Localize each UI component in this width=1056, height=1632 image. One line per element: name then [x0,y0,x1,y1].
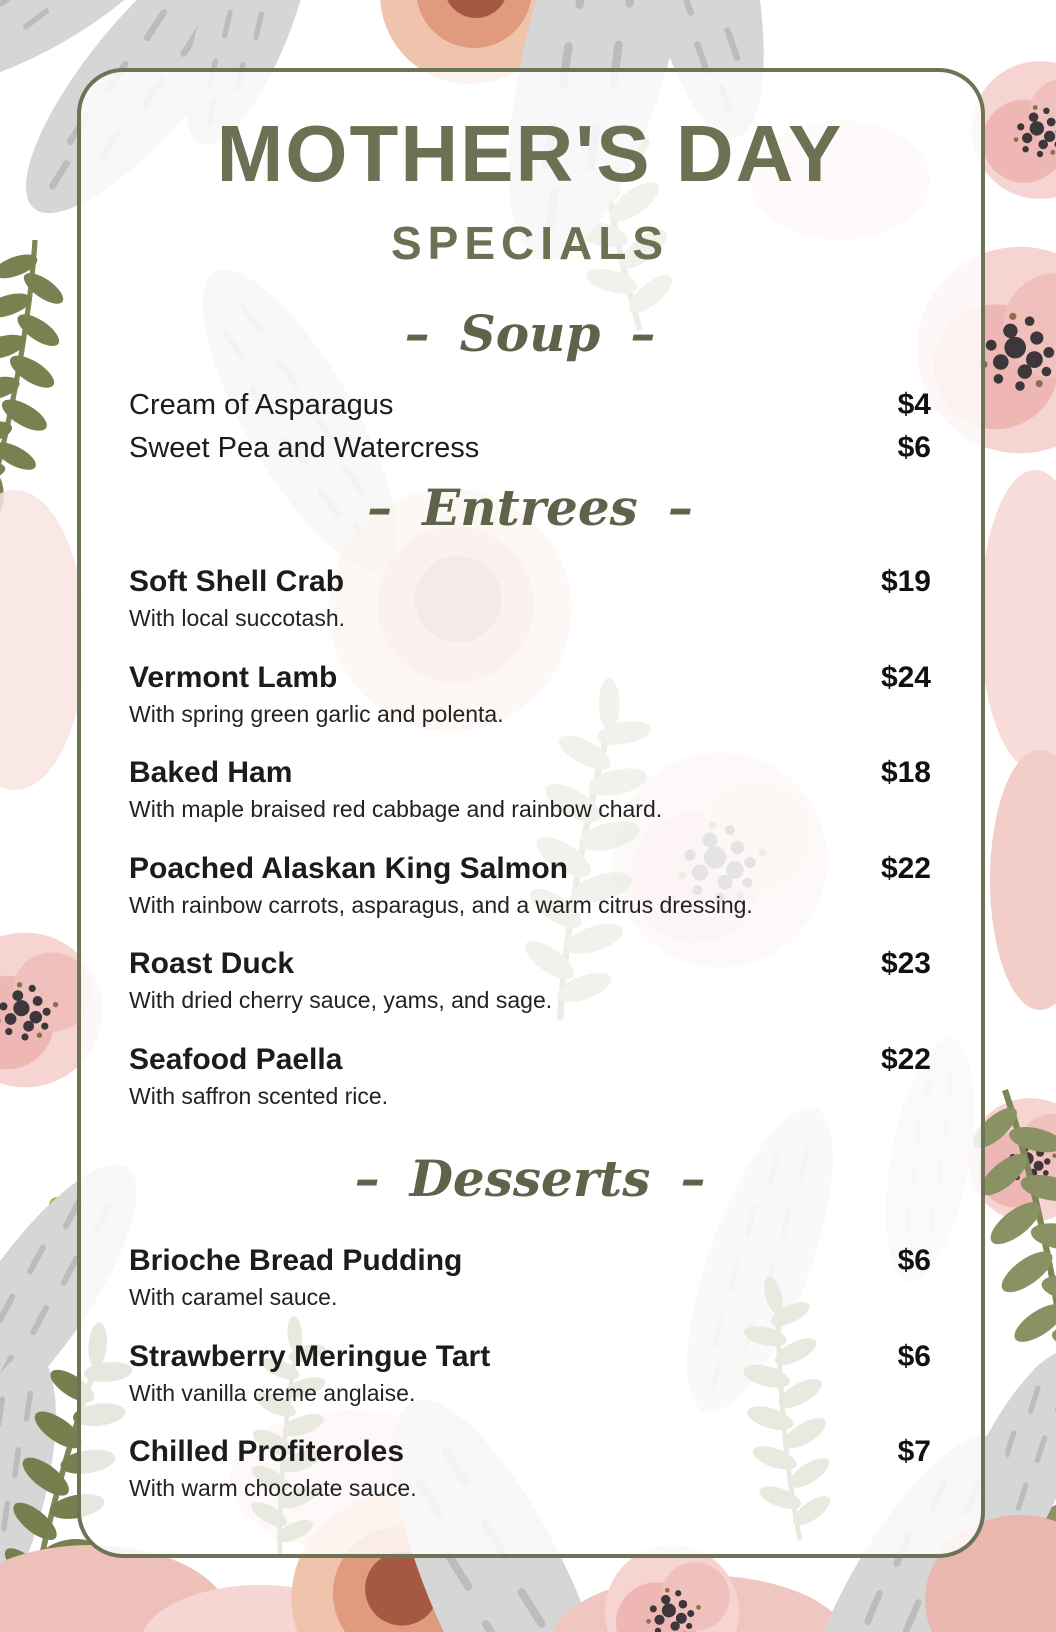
heading-dash: – [630,304,656,363]
item-desc: With warm chocolate sauce. [129,1475,417,1502]
item-price: $24 [880,660,931,694]
section-items [129,387,931,466]
item-name: Seafood Paella [129,1042,343,1076]
item-row [129,387,931,423]
item-price: $4 [897,387,931,421]
menu-item [129,430,931,466]
item-price: $18 [880,756,931,790]
item-name: Poached Alaskan King Salmon [129,851,568,885]
heading-dash: – [404,304,430,363]
menu-item [129,946,931,1015]
menu-item [129,851,931,920]
section-items [129,564,931,1111]
menu-sections [129,304,931,1503]
menu-item [129,564,931,633]
item-name: Sweet Pea and Watercress [129,431,480,464]
heading-dash: – [680,1148,706,1208]
item-desc: With vanilla creme anglaise. [129,1379,416,1406]
section-title: Entrees [422,477,638,537]
item-row [129,1434,931,1470]
menu-item [129,1434,931,1503]
section-title: Desserts [409,1148,651,1208]
menu-section [129,1148,931,1503]
menu-section [129,477,931,1111]
item-desc: With spring green garlic and polenta. [129,700,504,727]
heading-dash: – [354,1148,380,1208]
item-row [129,564,931,600]
item-desc: With caramel sauce. [129,1284,338,1311]
item-row [129,946,931,982]
item-price: $6 [897,430,931,464]
item-desc: With local succotash. [129,605,346,631]
item-desc: With rainbow carrots, asparagus, and a warm citrus dressing. [129,891,753,918]
heading-dash: – [367,477,393,537]
item-price: $22 [880,1042,931,1076]
item-name: Chilled Profiteroles [129,1435,405,1469]
item-row [129,851,931,887]
heading-dash: – [667,477,693,537]
item-name: Strawberry Meringue Tart [129,1339,491,1373]
menu-item [129,387,931,423]
menu-subtitle: SPECIALS [390,217,670,269]
item-row [129,1243,931,1279]
item-name: Soft Shell Crab [129,565,345,598]
section-heading [129,477,931,537]
item-price: $6 [897,1339,931,1373]
item-price: $23 [880,947,931,981]
item-name: Brioche Bread Pudding [129,1244,463,1278]
item-price: $7 [897,1435,931,1469]
item-price: $19 [880,565,931,598]
menu-card [77,68,985,1558]
item-name: Baked Ham [129,756,293,790]
menu-section [129,304,931,466]
item-desc: With maple braised red cabbage and rainbow chard. [129,796,663,823]
section-items [129,1243,931,1503]
section-heading [129,1148,931,1208]
item-price: $6 [897,1244,931,1278]
menu-item [129,1042,931,1111]
item-row [129,755,931,791]
item-row [129,1042,931,1078]
item-desc: With saffron scented rice. [129,1082,389,1109]
menu-item [129,755,931,824]
menu-title: MOTHER'S DAY [216,109,844,198]
menu-item [129,1339,931,1408]
item-row [129,1339,931,1375]
section-title: Soup [459,304,601,363]
item-name: Vermont Lamb [129,660,338,694]
section-heading [129,304,931,363]
item-row [129,660,931,696]
item-price: $22 [880,851,931,885]
item-desc: With dried cherry sauce, yams, and sage. [129,987,553,1014]
menu-item [129,1243,931,1312]
item-row [129,430,931,466]
item-name: Roast Duck [129,947,295,981]
menu-item [129,660,931,729]
item-name: Cream of Asparagus [129,388,394,421]
